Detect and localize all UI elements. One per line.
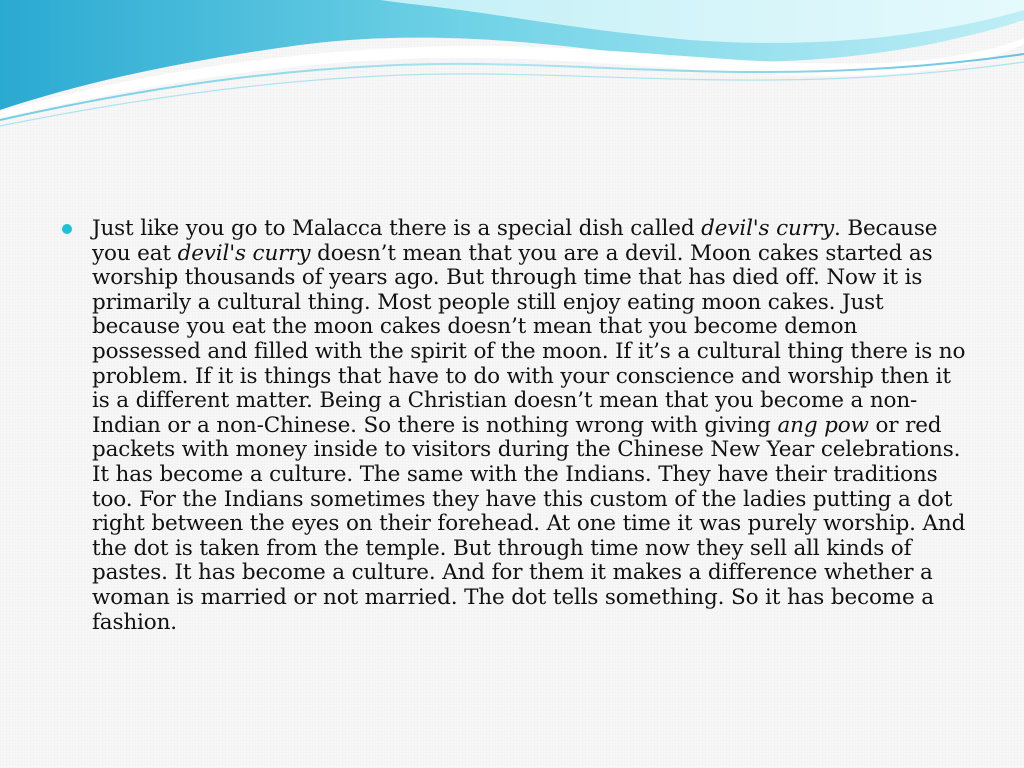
italic-term: devil's curry: [177, 240, 311, 266]
italic-term: devil's curry: [701, 216, 834, 241]
bullet-text: Just like you go to Malacca there is a special dish called devil's curry. Because you eat devil's curry doesn’t mean that you are a devil. Moon cakes started as worship thousands of years ago. But through time that has died off. Now it is primarily a cultural thing. Most people still enjoy eating moon cakes. Just because you eat the moon cakes doesn’t mean that you become demon possessed and filled with the spirit of the moon. If it’s a cultural thing there is no problem. If it is things that have to do with your conscience and worship then it is a different matter. Being a Christian doesn’t mean that you become a non-Indian or a non-Chinese. So there is nothing wrong with giving ang pow or red packets with money inside to visitors during the Chinese New Year celebrations. It has become a culture. The same with the Indians. They have their traditions too. For the Indians sometimes they have this custom of the ladies putting a dot right between the eyes on their forehead. At one time it was purely worship. And the dot is taken from the temple. But through time now they sell all kinds of pastes. It has become a culture. And for them it makes a difference whether a woman is married or not married. The dot tells something. So it has become a fashion.: [92, 216, 966, 635]
bullet-dot-icon: [62, 224, 72, 234]
slide-content: [62, 217, 967, 635]
italic-term: ang pow: [777, 412, 869, 438]
header-wave-decoration: [0, 0, 1024, 130]
bullet-item: [62, 217, 967, 635]
